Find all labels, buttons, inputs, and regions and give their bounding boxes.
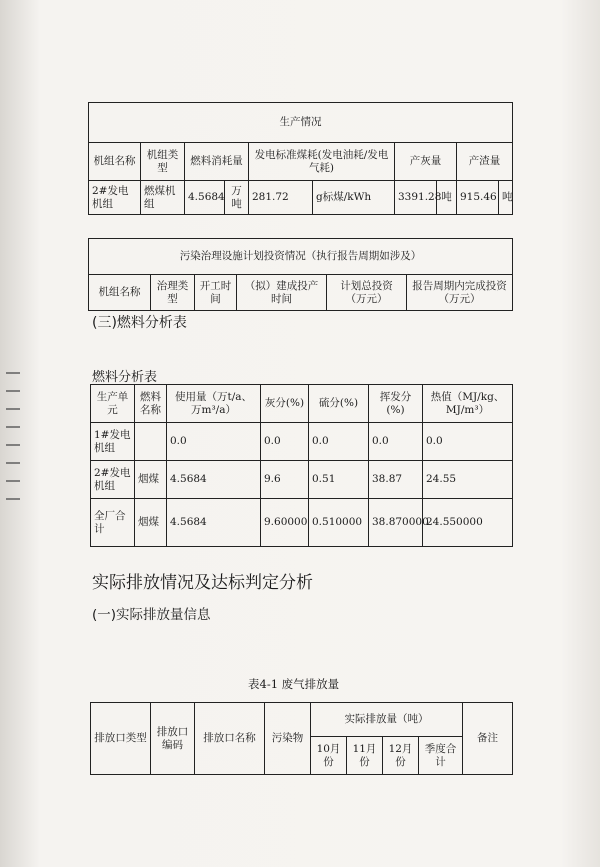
total-volatile: 38.870000 <box>369 499 423 547</box>
t41-col-name: 排放口名称 <box>195 703 265 775</box>
cell-ash-unit: 吨 <box>437 181 457 215</box>
pcol-planned: 计划总投资（万元） <box>327 275 407 311</box>
cell-slag-unit: 吨 <box>499 181 513 215</box>
col-unit-type: 机组类型 <box>141 143 185 181</box>
t41-col-type: 排放口类型 <box>91 703 151 775</box>
table-row <box>91 461 513 499</box>
cell-coal-value: 281.72 <box>249 181 313 215</box>
t41-col-remark: 备注 <box>463 703 513 775</box>
total-unit: 全厂合计 <box>91 499 135 547</box>
table-row <box>91 499 513 547</box>
section-heading: 实际排放情况及达标判定分析 <box>92 573 313 593</box>
t41-sub-nov: 11月份 <box>347 737 383 775</box>
table-4-1 <box>90 702 513 775</box>
row2-heat: 24.55 <box>423 461 513 499</box>
cell-unit: 2#发电机组 <box>89 181 141 215</box>
fcol-sulfur: 硫分(%) <box>309 385 369 423</box>
row1-fuel <box>135 423 167 461</box>
table-row <box>91 423 513 461</box>
production-title: 生产情况 <box>89 103 513 143</box>
cell-fuel-unit: 万吨 <box>225 181 249 215</box>
total-usage: 4.5684 <box>167 499 261 547</box>
fuel-table <box>90 384 513 547</box>
row1-sulfur: 0.0 <box>309 423 369 461</box>
row2-volatile: 38.87 <box>369 461 423 499</box>
fcol-volatile: 挥发分(%) <box>369 385 423 423</box>
col-slag: 产渣量 <box>457 143 513 181</box>
subsection-heading: (一)实际排放量信息 <box>92 607 211 623</box>
pcol-type: 治理类型 <box>151 275 195 311</box>
row1-heat: 0.0 <box>423 423 513 461</box>
fcol-ash: 灰分(%) <box>261 385 309 423</box>
cell-fuel-value: 4.5684 <box>185 181 225 215</box>
t41-sub-oct: 10月份 <box>311 737 347 775</box>
t41-sub-dec: 12月份 <box>383 737 419 775</box>
pollution-table <box>88 238 513 311</box>
section3-heading: (三)燃料分析表 <box>92 315 187 331</box>
col-unit-name: 机组名称 <box>89 143 141 181</box>
col-ash: 产灰量 <box>395 143 457 181</box>
t41-sub-quarter: 季度合计 <box>419 737 463 775</box>
row1-volatile: 0.0 <box>369 423 423 461</box>
row1-usage: 0.0 <box>167 423 261 461</box>
t41-col-pollutant: 污染物 <box>265 703 311 775</box>
row2-usage: 4.5684 <box>167 461 261 499</box>
pollution-title: 污染治理设施计划投资情况（执行报告周期如涉及） <box>89 239 513 275</box>
fcol-usage: 使用量（万t/a、万m³/a） <box>167 385 261 423</box>
pcol-start: 开工时间 <box>195 275 237 311</box>
production-table <box>88 102 513 215</box>
fuel-table-caption: 燃料分析表 <box>92 370 158 385</box>
binding-marks <box>4 372 24 502</box>
t41-col-code: 排放口编码 <box>151 703 195 775</box>
fcol-heat: 热值（MJ/kg、MJ/m³） <box>423 385 513 423</box>
cell-coal-unit: g标煤/kWh <box>313 181 395 215</box>
table41-caption: 表4-1 废气排放量 <box>248 677 340 691</box>
fcol-unit: 生产单元 <box>91 385 135 423</box>
total-heat: 24.550000 <box>423 499 513 547</box>
total-sulfur: 0.510000 <box>309 499 369 547</box>
pcol-completed-investment: 报告周期内完成投资（万元） <box>407 275 513 311</box>
row2-fuel: 烟煤 <box>135 461 167 499</box>
fcol-fuel: 燃料名称 <box>135 385 167 423</box>
col-fuel-consumption: 燃料消耗量 <box>185 143 249 181</box>
row1-ash: 0.0 <box>261 423 309 461</box>
total-fuel: 烟煤 <box>135 499 167 547</box>
cell-type: 燃煤机组 <box>141 181 185 215</box>
pcol-complete: （拟）建成投产时间 <box>237 275 327 311</box>
cell-ash-value: 3391.28 <box>395 181 437 215</box>
total-ash: 9.60000 <box>261 499 309 547</box>
row2-sulfur: 0.51 <box>309 461 369 499</box>
t41-col-actual: 实际排放量（吨） <box>311 703 463 737</box>
row2-unit: 2#发电机组 <box>91 461 135 499</box>
row1-unit: 1#发电机组 <box>91 423 135 461</box>
pcol-unit-name: 机组名称 <box>89 275 151 311</box>
col-coal-consumption: 发电标准煤耗(发电油耗/发电气耗) <box>249 143 395 181</box>
row2-ash: 9.6 <box>261 461 309 499</box>
cell-slag-value: 915.46 <box>457 181 499 215</box>
